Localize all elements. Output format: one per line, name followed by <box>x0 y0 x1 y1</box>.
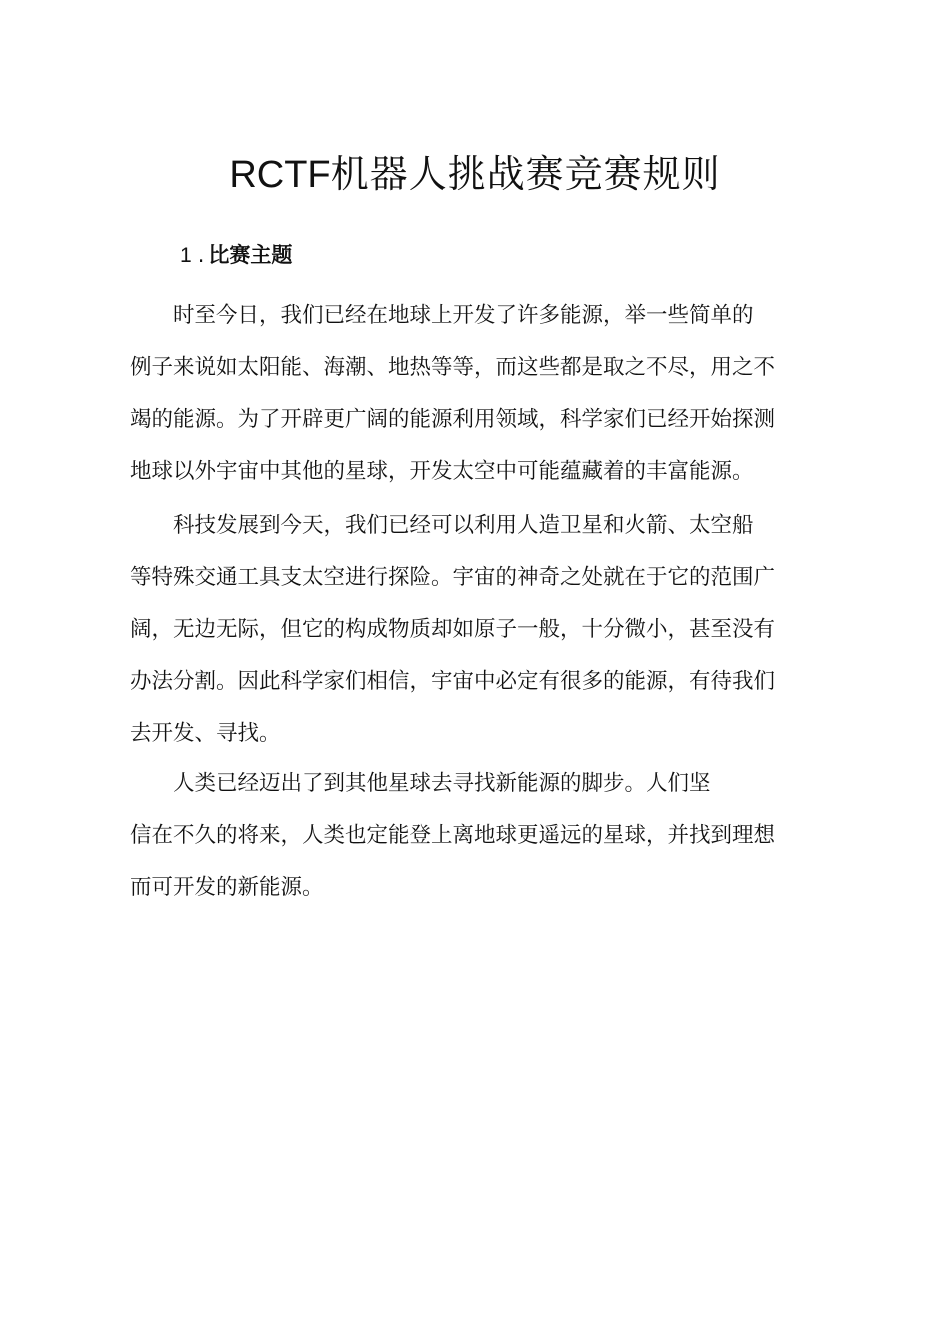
paragraph-line: 时至今日，我们已经在地球上开发了许多能源，举一些简单的 <box>173 303 754 328</box>
paragraph-line: 而可开发的新能源。 <box>130 875 324 900</box>
document-title <box>0 146 950 203</box>
title-cjk: 机器人挑战赛竞赛规则 <box>330 152 721 196</box>
paragraph-line: 等特殊交通工具支太空进行探险。宇宙的神奇之处就在于它的范围广 <box>130 565 776 590</box>
paragraph-line: 信在不久的将来，人类也定能登上离地球更遥远的星球，并找到理想 <box>130 823 776 848</box>
paragraph-line: 去开发、寻找。 <box>130 721 281 746</box>
paragraph-line: 办法分割。因此科学家们相信，宇宙中必定有很多的能源，有待我们 <box>130 669 776 694</box>
paragraph-line: 科技发展到今天，我们已经可以利用人造卫星和火箭、太空船 <box>173 513 754 538</box>
paragraph-line: 地球以外宇宙中其他的星球，开发太空中可能蕴藏着的丰富能源。 <box>130 459 754 484</box>
paragraph-line: 例子来说如太阳能、海潮、地热等等，而这些都是取之不尽，用之不 <box>130 355 776 380</box>
section-dot: . <box>197 243 205 267</box>
paragraph-1 <box>130 290 800 498</box>
paragraph-3 <box>130 758 800 914</box>
section-heading-text: 比赛主题 <box>208 243 293 267</box>
paragraph-line: 竭的能源。为了开辟更广阔的能源利用领域，科学家们已经开始探测 <box>130 407 776 432</box>
section-number: 1 <box>180 244 192 267</box>
title-latin: RCTF <box>229 154 331 196</box>
paragraph-line: 人类已经迈出了到其他星球去寻找新能源的脚步。人们坚 <box>173 771 711 796</box>
section-heading <box>180 240 292 271</box>
paragraph-line: 阔，无边无际，但它的构成物质却如原子一般，十分微小，甚至没有 <box>130 617 776 642</box>
paragraph-2 <box>130 500 800 760</box>
